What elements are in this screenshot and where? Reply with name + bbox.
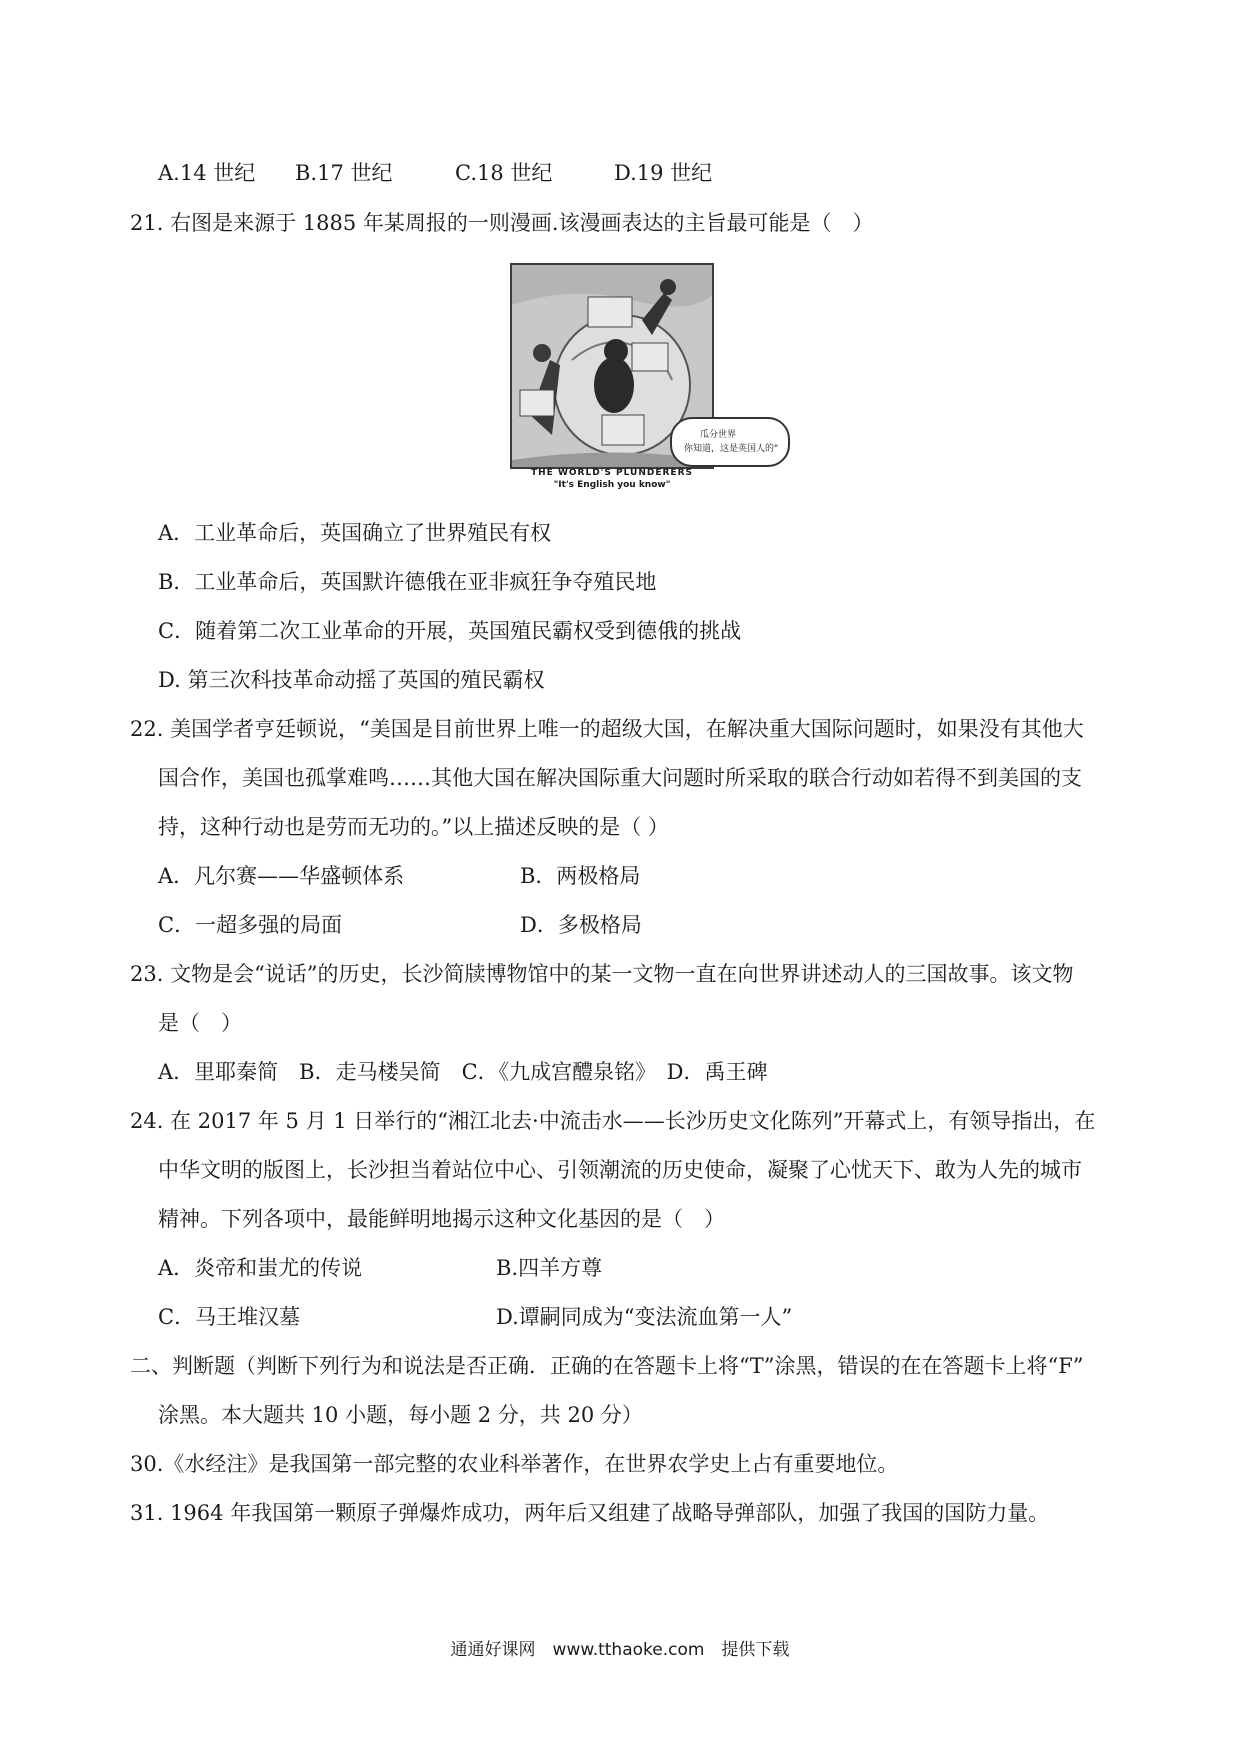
question-21-stem: 21. 右图是来源于 1885 年某周报的一则漫画.该漫画表达的主旨最可能是（ ） xyxy=(130,211,874,235)
q24-option-c: C．马王堆汉墓 xyxy=(158,1305,301,1329)
q22-line-2: 国合作，美国也孤掌难鸣……其他大国在解决国际重大问题时所采取的联合行动如若得不到美国的支 xyxy=(158,766,1082,790)
q24-line-1: 24. 在 2017 年 5 月 1 日举行的“湘江北去·中流击水——长沙历史文化陈列”开幕式上，有领导指出，在 xyxy=(130,1109,1096,1133)
question-30: 30.《水经注》是我国第一部完整的农业科举著作，在世界农学史上占有重要地位。 xyxy=(130,1452,899,1476)
option-c: C.18 世纪 xyxy=(455,161,553,185)
section-2-heading-line-2: 涂黑。本大题共 10 小题，每小题 2 分，共 20 分） xyxy=(158,1403,643,1427)
q22-option-a: A．凡尔赛——华盛顿体系 xyxy=(158,864,405,888)
q24-line-3: 精神。下列各项中，最能鲜明地揭示这种文化基因的是（ ） xyxy=(158,1207,725,1231)
bubble-line-2: 你知道，这是英国人的" xyxy=(684,444,779,454)
option-b: B.17 世纪 xyxy=(295,161,393,185)
section-2-heading-line-1: 二、判断题（判断下列行为和说法是否正确．正确的在答题卡上将“T”涂黑，错误的在在答题卡上将“F” xyxy=(130,1354,1084,1378)
bubble-line-1: 瓜分世界 xyxy=(700,430,737,440)
q24-option-b: B.四羊方尊 xyxy=(496,1256,603,1280)
option-a: A.14 世纪 xyxy=(158,161,256,185)
cartoon-caption-title: THE WORLD'S PLUNDERERS xyxy=(531,468,693,478)
q21-option-d: D. 第三次科技革命动摇了英国的殖民霸权 xyxy=(158,668,545,692)
q21-option-c: C．随着第二次工业革命的开展，英国殖民霸权受到德俄的挑战 xyxy=(158,619,742,643)
q23-line-2: 是（ ） xyxy=(158,1011,242,1035)
cartoon-caption-subtitle: "It's English you know" xyxy=(553,480,671,490)
q24-line-2: 中华文明的版图上，长沙担当着站位中心、引领潮流的历史使命，凝聚了心忧天下、敢为人先的城市 xyxy=(158,1158,1082,1182)
q24-option-a: A．炎帝和蚩尤的传说 xyxy=(158,1256,363,1280)
q23-options: A．里耶秦简 B．走马楼吴简 C．《九成宫醴泉铭》 D．禹王碑 xyxy=(158,1060,768,1084)
q22-option-c: C．一超多强的局面 xyxy=(158,913,343,937)
q22-option-b: B．两极格局 xyxy=(520,864,641,888)
page-footer: 通通好课网 www.tthaoke.com 提供下载 xyxy=(450,1640,790,1660)
cartoon-image xyxy=(510,263,790,503)
q22-line-3: 持，这种行动也是劳而无功的。”以上描述反映的是（ ） xyxy=(158,815,669,839)
speech-bubble xyxy=(670,417,790,467)
q24-option-d: D.谭嗣同成为“变法流血第一人” xyxy=(496,1305,793,1329)
option-d: D.19 世纪 xyxy=(614,161,713,185)
q21-option-a: A．工业革命后，英国确立了世界殖民有权 xyxy=(158,521,552,545)
question-31: 31. 1964 年我国第一颗原子弹爆炸成功，两年后又组建了战略导弹部队，加强了我国的国防力量。 xyxy=(130,1501,1050,1525)
q21-option-b: B．工业革命后，英国默许德俄在亚非疯狂争夺殖民地 xyxy=(158,570,657,594)
q22-line-1: 22. 美国学者亨廷顿说，“美国是目前世界上唯一的超级大国，在解决重大国际问题时，如果没有其他大 xyxy=(130,717,1084,741)
q22-option-d: D．多极格局 xyxy=(520,913,642,937)
q23-line-1: 23. 文物是会“说话”的历史，长沙简牍博物馆中的某一文物一直在向世界讲述动人的三国故事。该文物 xyxy=(130,962,1074,986)
